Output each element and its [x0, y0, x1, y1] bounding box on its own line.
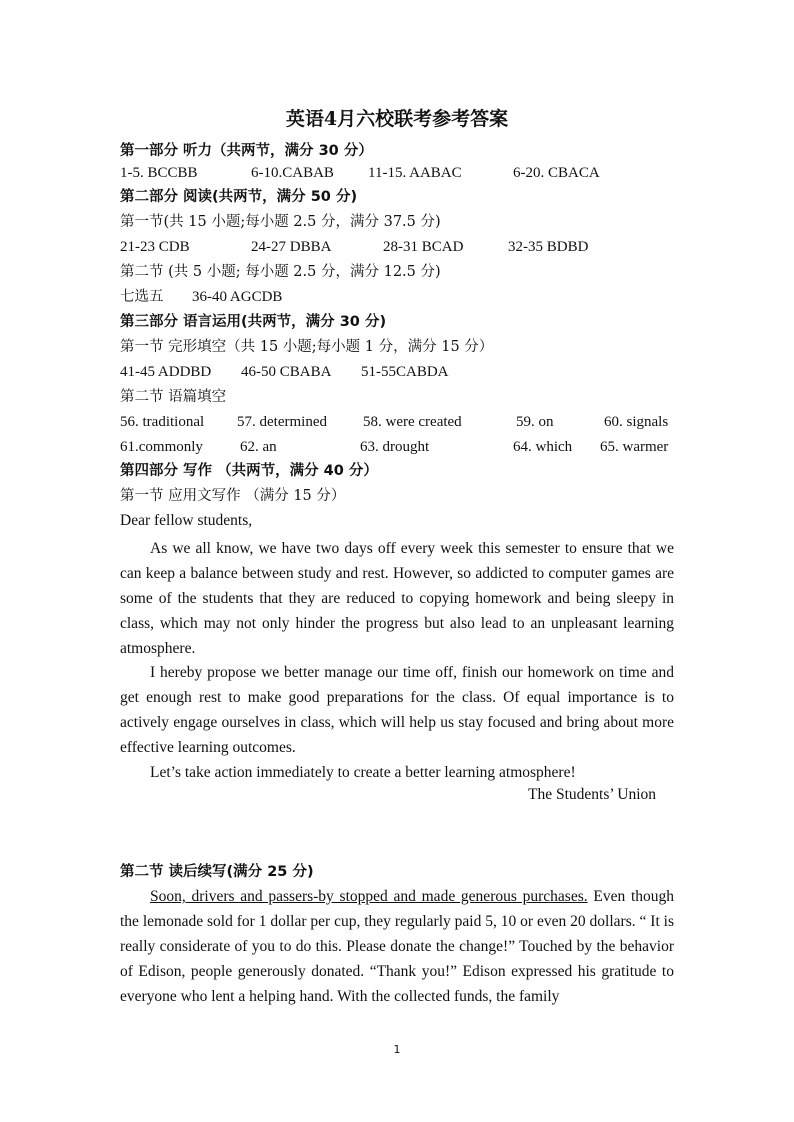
part3-section1-answers — [120, 361, 674, 383]
continuation-body: Even though the lemonade sold for 1 dollar per cup, they regularly paid 5, 10 or even 20 dollars. “ It is really considerate of you to do this. Please donate the change!” Touched by the behavior of Edison, people generously donated. “Thank you!” Edison expressed his gratitude to everyone who lent a helping hand. With the collected funds, the family — [120, 888, 675, 1005]
answer-cell: 61.commonly — [120, 439, 203, 455]
part3-section2-heading: 第二节 语篇填空 — [120, 389, 227, 405]
letter-paragraph-1: As we all know, we have two days off every week this semester to ensure that we can keep a balance between study and rest. However, so addicted to computer games are some of the students that they are reduced to copying homework and being sleepy in class, which may not only hinder the progress but also lead to an unpleasant learning atmosphere. — [120, 540, 674, 657]
letter-salutation: Dear fellow students, — [120, 512, 253, 529]
part3-section2-row2 — [120, 436, 674, 458]
letter-signature: The Students’ Union — [528, 786, 657, 803]
answer-cell: 24-27 DBBA — [251, 239, 332, 255]
answer-cell: 6-20. CBACA — [513, 165, 600, 181]
answer-cell: 58. were created — [363, 414, 462, 430]
answer-cell: 6-10.CABAB — [251, 165, 334, 181]
letter-paragraph-2: I hereby propose we better manage our time off, finish our homework on time and get enough rest to make good preparations for the class. Of equal importance is to actively engage ourselves in class, which will help us stay focused and bring about more effective learning outcomes. — [120, 664, 674, 756]
part4-section2-heading: 第二节 读后续写(满分 25 分) — [120, 864, 314, 880]
letter-paragraph-3: Let’s take action immediately to create a better learning atmosphere! — [150, 764, 576, 781]
answer-cell: 56. traditional — [120, 414, 205, 430]
answer-cell: 41-45 ADDBD — [120, 364, 212, 380]
answer-cell: 32-35 BDBD — [508, 239, 589, 255]
answer-cell: 1-5. BCCBB — [120, 165, 198, 181]
page-title: 英语4月六校联考参考答案 — [285, 108, 509, 130]
part2-heading: 第二部分 阅读(共两节，满分 50 分) — [120, 189, 358, 205]
answer-cell: 21-23 CDB — [120, 239, 190, 255]
part1-heading: 第一部分 听力（共两节，满分 30 分） — [120, 143, 373, 159]
part2-section1-answers — [120, 236, 674, 258]
continuation-paragraph — [120, 884, 674, 1009]
answer-cell: 11-15. AABAC — [368, 165, 462, 181]
part2-section1-heading: 第一节(共 15 小题;每小题 2.5 分，满分 37.5 分) — [120, 214, 441, 230]
part3-section2-row1 — [120, 411, 674, 433]
answer-cell: 60. signals — [604, 414, 669, 430]
part3-section1-heading: 第一节 完形填空（共 15 小题;每小题 1 分，满分 15 分） — [120, 339, 494, 355]
part4-section1-heading: 第一节 应用文写作 （满分 15 分） — [120, 488, 346, 504]
part1-answers-row — [120, 162, 674, 184]
part3-heading: 第三部分 语言运用(共两节，满分 30 分) — [120, 314, 387, 330]
answer-cell: 36-40 AGCDB — [192, 289, 283, 305]
answer-cell: 46-50 CBABA — [241, 364, 332, 380]
part4-heading: 第四部分 写作 （共两节，满分 40 分） — [120, 463, 378, 479]
continuation-first-sentence: Soon, drivers and passers-by stopped and made generous purchases. — [150, 888, 588, 905]
part2-section2-answers — [120, 286, 674, 308]
answer-cell: 63. drought — [360, 439, 430, 455]
page-number: 1 — [393, 1043, 401, 1056]
answer-cell: 65. warmer — [600, 439, 669, 455]
answer-cell: 28-31 BCAD — [383, 239, 464, 255]
answer-cell: 57. determined — [237, 414, 327, 430]
answer-cell: 59. on — [516, 414, 554, 430]
answer-cell: 64. which — [513, 439, 573, 455]
answer-label: 七选五 — [120, 289, 164, 305]
part2-section2-heading: 第二节 (共 5 小题; 每小题 2.5 分，满分 12.5 分) — [120, 264, 441, 280]
answer-cell: 62. an — [240, 439, 277, 455]
answer-cell: 51-55CABDA — [361, 364, 449, 380]
